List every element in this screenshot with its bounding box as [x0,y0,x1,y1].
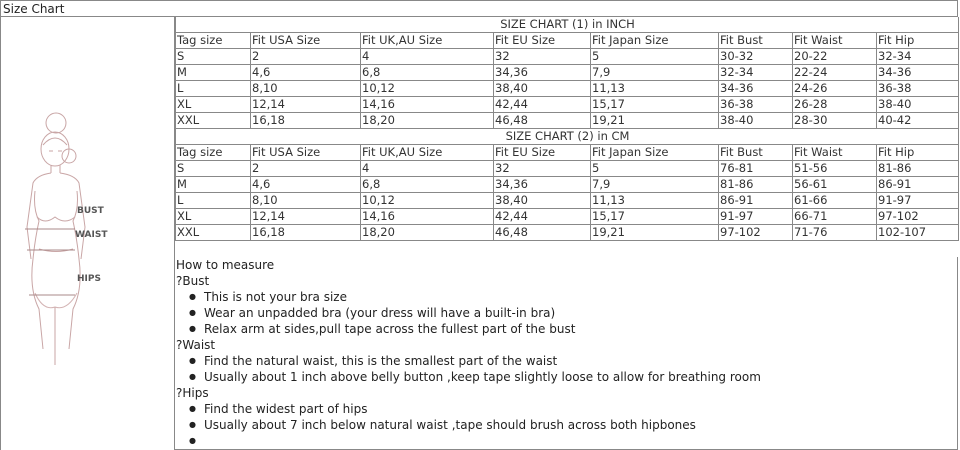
table-cell: 14,16 [361,209,494,225]
table-cell: 4 [361,161,494,177]
table-header-row [176,33,959,49]
table-cell: L [176,193,251,209]
table-cell: 38-40 [877,97,959,113]
list-item [189,433,957,449]
table-cell: 12,14 [251,97,361,113]
table-cell: 19,21 [591,225,719,241]
column-header: Fit UK,AU Size [361,33,494,49]
table-cell: 18,20 [361,113,494,129]
table-header-row [176,145,959,161]
column-header: Tag size [176,145,251,161]
table-cell: 4,6 [251,65,361,81]
table-cell: 12,14 [251,209,361,225]
table-cell: 66-71 [793,209,877,225]
table-cell: 26-28 [793,97,877,113]
table-cell: 34-36 [719,81,793,97]
list-item: ● Usually about 1 inch above belly button ,keep tape slightly loose to allow for breathing room [189,369,957,385]
table-cell: 36-38 [877,81,959,97]
table-row [176,81,959,97]
column-header: Fit EU Size [494,33,591,49]
table-cell: S [176,49,251,65]
table-cell: 20-22 [793,49,877,65]
table-cell: 81-86 [877,161,959,177]
waist-heading: ?Waist [176,338,216,352]
table-caption: SIZE CHART (1) in INCH [176,17,959,33]
table-cell: 91-97 [719,209,793,225]
table-cell: 34-36 [877,65,959,81]
table-cell: 5 [591,161,719,177]
page-title: Size Chart [0,0,958,17]
table-cell: 11,13 [591,193,719,209]
table-cell: 56-61 [793,177,877,193]
table-cell: 10,12 [361,81,494,97]
table-cell: 91-97 [877,193,959,209]
table-cell: 28-30 [793,113,877,129]
list-item: ● Find the natural waist, this is the smallest part of the waist [189,353,957,369]
table-row [176,65,959,81]
table-cell: 51-56 [793,161,877,177]
table-cell: 102-107 [877,225,959,241]
table-cell: 8,10 [251,193,361,209]
column-header: Fit Bust [719,33,793,49]
table-row [176,209,959,225]
table-cell: S [176,161,251,177]
table-cell: 32 [494,49,591,65]
table-cell: 40-42 [877,113,959,129]
table-cell: 38-40 [719,113,793,129]
table-cell: 38,40 [494,81,591,97]
table-cell: 71-76 [793,225,877,241]
how-to-measure [175,257,958,450]
table-cell: M [176,177,251,193]
column-header: Tag size [176,33,251,49]
column-header: Fit Japan Size [591,33,719,49]
column-header: Fit Bust [719,145,793,161]
table-cell: 4,6 [251,177,361,193]
table-cell: 34,36 [494,65,591,81]
column-header: Fit USA Size [251,33,361,49]
table-cell: 32 [494,161,591,177]
column-header: Fit Hip [877,145,959,161]
table-row [176,177,959,193]
table-cell: 16,18 [251,225,361,241]
bust-heading: ?Bust [176,274,210,288]
table-cell: 8,10 [251,81,361,97]
table-cell: 86-91 [877,177,959,193]
table-cell: XXL [176,225,251,241]
table-cell: M [176,65,251,81]
table-cell: XL [176,97,251,113]
table-cell: 30-32 [719,49,793,65]
list-item: ● This is not your bra size [189,289,957,305]
table-cell: 2 [251,49,361,65]
table-row [176,97,959,113]
table-cell: XL [176,209,251,225]
table-row [176,193,959,209]
column-header: Fit Hip [877,33,959,49]
list-item: ● Wear an unpadded bra (your dress will have a built-in bra) [189,305,957,321]
bust-list [175,289,957,337]
table-cell: L [176,81,251,97]
how-to-title: How to measure [176,258,275,272]
size-charts [175,17,958,241]
table-cell: 6,8 [361,65,494,81]
table-caption: SIZE CHART (2) in CM [176,129,959,145]
table-cell: 14,16 [361,97,494,113]
list-item: ● Usually about 7 inch below natural waist ,tape should brush across both hipbones [189,417,957,433]
column-header: Fit UK,AU Size [361,145,494,161]
table-cell: 61-66 [793,193,877,209]
column-header: Fit Waist [793,145,877,161]
table-cell: 34,36 [494,177,591,193]
measurement-figure [0,17,175,450]
table-cell: 97-102 [719,225,793,241]
column-header: Fit USA Size [251,145,361,161]
body-illustration [19,109,129,369]
table-cell: 4 [361,49,494,65]
table-cell: 42,44 [494,209,591,225]
waist-list [175,353,957,385]
bust-label: BUST [77,206,104,216]
column-header: Fit EU Size [494,145,591,161]
table-cell: 86-91 [719,193,793,209]
table-cell: 18,20 [361,225,494,241]
table-cell: 5 [591,49,719,65]
size-chart-inch [175,17,959,129]
table-cell: 10,12 [361,193,494,209]
table-row [176,113,959,129]
list-item: ● Find the widest part of hips [189,401,957,417]
table-cell: XXL [176,113,251,129]
hips-heading: ?Hips [176,386,209,400]
table-cell: 22-24 [793,65,877,81]
table-cell: 24-26 [793,81,877,97]
table-cell: 76-81 [719,161,793,177]
table-cell: 42,44 [494,97,591,113]
table-cell: 16,18 [251,113,361,129]
table-cell: 15,17 [591,97,719,113]
table-cell: 6,8 [361,177,494,193]
table-cell: 81-86 [719,177,793,193]
table-cell: 46,48 [494,113,591,129]
table-cell: 36-38 [719,97,793,113]
table-cell: 15,17 [591,209,719,225]
table-cell: 11,13 [591,81,719,97]
table-cell: 32-34 [719,65,793,81]
table-cell: 32-34 [877,49,959,65]
table-cell: 7,9 [591,65,719,81]
table-row [176,49,959,65]
table-cell: 2 [251,161,361,177]
table-cell: 7,9 [591,177,719,193]
column-header: Fit Waist [793,33,877,49]
hips-label: HIPS [77,274,101,284]
table-row [176,225,959,241]
table-cell: 19,21 [591,113,719,129]
waist-label: WAIST [75,230,108,240]
list-item: ● Relax arm at sides,pull tape across the fullest part of the bust [189,321,957,337]
table-cell: 46,48 [494,225,591,241]
table-row [176,161,959,177]
column-header: Fit Japan Size [591,145,719,161]
size-chart-cm [175,129,959,241]
table-cell: 38,40 [494,193,591,209]
hips-list [175,401,957,449]
table-cell: 97-102 [877,209,959,225]
